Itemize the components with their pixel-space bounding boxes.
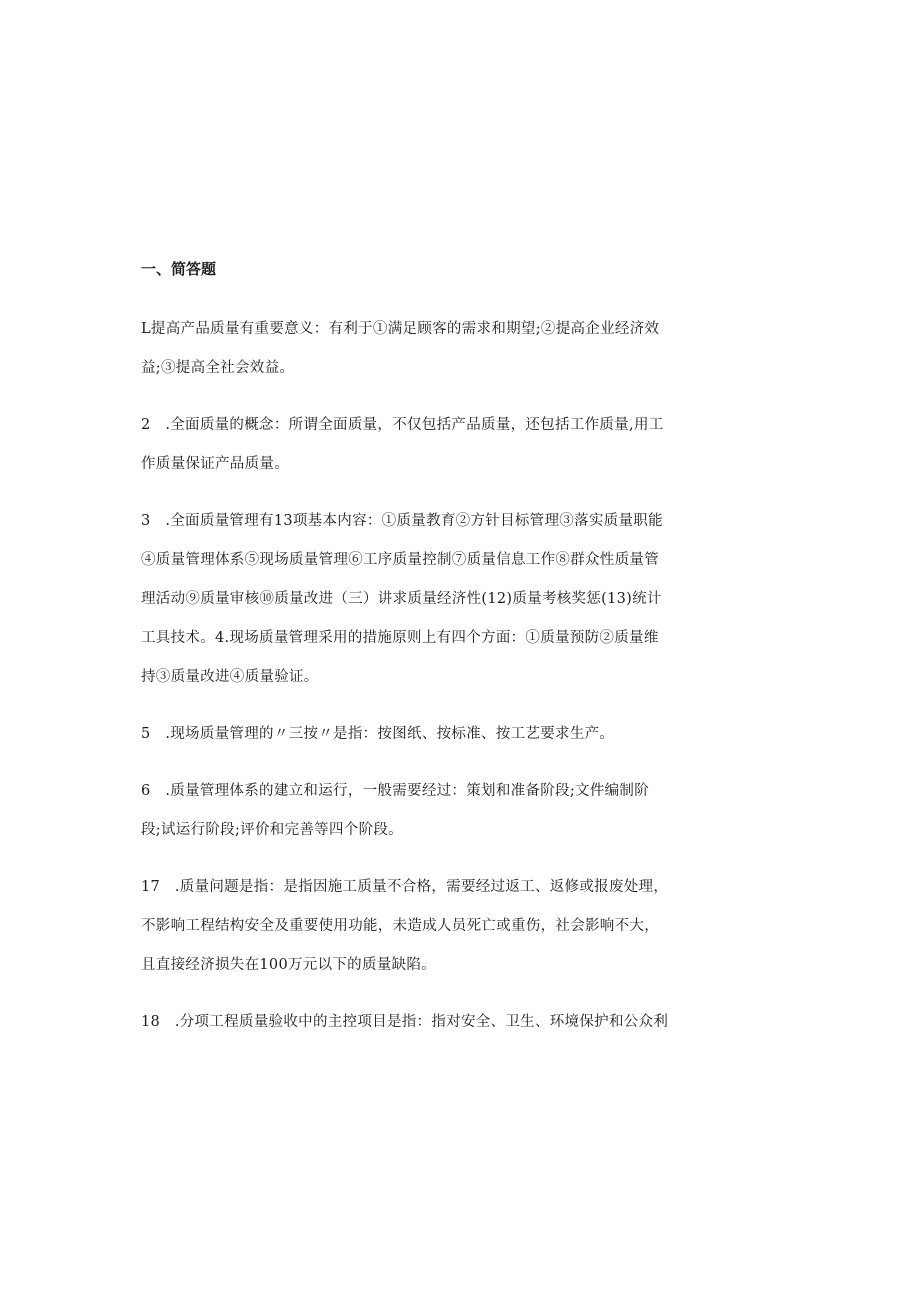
paragraph-line: 作质量保证产品质量。 (141, 456, 289, 472)
paragraph-line: 工具技术。4.现场质量管理采用的措施原则上有四个方面：①质量预防②质量维 (141, 630, 659, 646)
paragraph-4 (141, 715, 701, 754)
paragraph-line: 3 .全面质量管理有13项基本内容：①质量教育②方针目标管理③落实质量职能 (141, 513, 663, 529)
paragraph-line: 不影响工程结构安全及重要使用功能，未造成人员死亡或重伤，社会影响不大， (141, 918, 659, 934)
paragraph-line: 5 .现场质量管理的〃三按〃是指：按图纸、按标准、按工艺要求生产。 (141, 726, 615, 742)
paragraph-line: 17 .质量问题是指：是指因施工质量不合格，需要经过返工、返修或报废处理， (141, 879, 669, 895)
paragraph-line: 益;③提高全社会效益。 (141, 360, 295, 376)
paragraph-line: L提高产品质量有重要意义：有利于①满足顾客的需求和期望;②提高企业经济效 (141, 321, 660, 337)
paragraph-6 (141, 868, 701, 985)
paragraph-1 (141, 310, 701, 388)
paragraph-line: 18 .分项工程质量验收中的主控项目是指：指对安全、卫生、环境保护和公众利 (141, 1014, 669, 1030)
section-title: 一、简答题 (141, 260, 217, 278)
paragraph-5 (141, 772, 701, 850)
paragraph-line: 6 .质量管理体系的建立和运行，一般需要经过：策划和准备阶段;文件编制阶 (141, 783, 650, 799)
paragraph-3 (141, 502, 701, 697)
paragraph-line: 且直接经济损失在100万元以下的质量缺陷。 (141, 957, 436, 973)
paragraph-line: 2 .全面质量的概念：所谓全面质量，不仅包括产品质量，还包括工作质量,用工 (141, 417, 664, 433)
paragraph-line: 段;试运行阶段;评价和完善等四个阶段。 (141, 822, 403, 838)
paragraph-2 (141, 406, 701, 484)
paragraph-line: 理活动⑨质量审核⑩质量改进（三）讲求质量经济性(12)质量考核奖惩(13)统计 (141, 591, 662, 607)
document-page (141, 258, 701, 1060)
paragraph-7 (141, 1003, 701, 1042)
paragraph-line: ④质量管理体系⑤现场质量管理⑥工序质量控制⑦质量信息工作⑧群众性质量管 (141, 552, 659, 568)
paragraph-line: 持③质量改进④质量验证。 (141, 669, 319, 685)
